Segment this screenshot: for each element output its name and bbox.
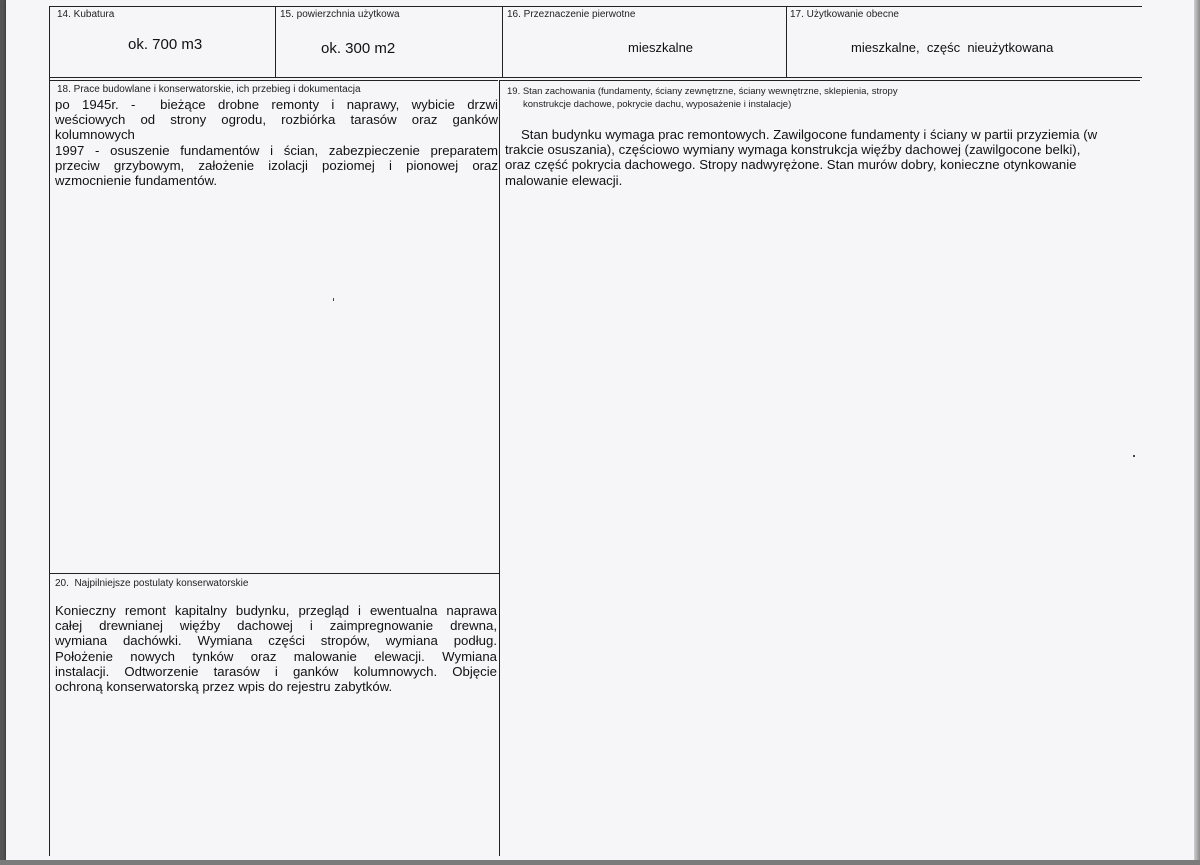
kubatura-value: ok. 700 m3 bbox=[128, 36, 203, 53]
postulaty-divider bbox=[50, 573, 499, 574]
stan-line: malowanie elewacji. bbox=[505, 172, 623, 188]
kubatura-label: 14. Kubatura bbox=[57, 9, 115, 20]
prace-label: 18. Prace budowlane i konserwatorskie, ich przebieg i dokumentacja bbox=[57, 84, 361, 95]
postulaty-line: Konieczny remont kapitalny budynku, przegląd i ewentualna naprawa bbox=[55, 603, 497, 618]
przeznaczenie-value: mieszkalne bbox=[628, 40, 694, 55]
uzytkowanie-value: mieszkalne, częśc nieużytkowana bbox=[851, 40, 1054, 55]
prace-line: wzmocnienie fundamentów. bbox=[55, 173, 218, 189]
row-divider-2-right bbox=[500, 80, 1140, 81]
postulaty-line: instalacji. Odtworzenie tarasów i ganków kolumnowych. Objęcie bbox=[55, 663, 497, 679]
postulaty-line: całej drewnianej więźby dachowej i zaimpregnowanie drewna, bbox=[55, 618, 497, 634]
stan-label-line1: 19. Stan zachowania (fundamenty, ściany zewnętrzne, ściany wewnętrzne, sklepienia, stropy bbox=[507, 86, 898, 97]
przeznaczenie-label: 16. Przeznaczenie pierwotne bbox=[507, 9, 636, 20]
page-edge-bottom bbox=[0, 860, 1200, 865]
stan-line: trakcie osuszania), częściowo wymiany wymaga konstrukcja więźby dachowej (zawilgocone belki), bbox=[505, 142, 1081, 158]
prace-line: kolumnowych bbox=[55, 127, 135, 143]
stan-line: oraz część pokrycia dachowego. Stropy nadwyrężone. Stan murów dobry, konieczne otynkowanie bbox=[505, 157, 1077, 173]
scan-speck bbox=[1133, 455, 1135, 457]
stan-line: Stan budynku wymaga prac remontowych. Zawilgocone fundamenty i ściany w partii przyziemia (w bbox=[521, 127, 1098, 142]
stan-label-line2: konstrukcje dachowe, pokrycie dachu, wyposażenie i instalacje) bbox=[523, 99, 792, 110]
top-border bbox=[50, 6, 1142, 7]
prace-line: po 1945r. - bieżące drobne remonty i naprawy, wybicie drzwi bbox=[55, 97, 498, 112]
row-divider-2-left bbox=[50, 80, 498, 81]
page-edge-right bbox=[1194, 0, 1200, 865]
powierzchnia-label: 15. powierzchnia użytkowa bbox=[280, 9, 400, 20]
prace-line: przeciw grzybowym, założenie izolacji poziomej i pionowej oraz bbox=[55, 157, 498, 173]
center-divider bbox=[499, 80, 500, 856]
uzytkowanie-label: 17. Użytkowanie obecne bbox=[790, 9, 899, 20]
stan-text bbox=[505, 127, 1145, 188]
prace-line: 1997 - osuszenie fundamentów i ścian, zabezpieczenie preparatem bbox=[55, 142, 498, 158]
left-border bbox=[49, 6, 50, 856]
postulaty-label: 20. Najpilniejsze postulaty konserwatorskie bbox=[55, 578, 249, 589]
col-divider-3 bbox=[786, 6, 787, 78]
col-divider-2 bbox=[502, 6, 503, 78]
prace-line: weściowych od strony ogrodu, rozbiórka tarasów oraz ganków bbox=[55, 112, 498, 128]
col-divider-1 bbox=[275, 6, 276, 78]
postulaty-line: ochroną konserwatorską przez wpis do rejestru zabytków. bbox=[55, 679, 393, 695]
scan-speck bbox=[333, 298, 334, 301]
powierzchnia-value: ok. 300 m2 bbox=[321, 40, 396, 57]
postulaty-line: wymiana dachówki. Wymiana części stropów, wymiana podług. bbox=[55, 633, 497, 649]
prace-text bbox=[55, 97, 498, 188]
row-divider-1 bbox=[50, 77, 1142, 78]
postulaty-text bbox=[55, 603, 497, 694]
postulaty-line: Położenie nowych tynków oraz malowanie elewacji. Wymiana bbox=[55, 648, 497, 664]
